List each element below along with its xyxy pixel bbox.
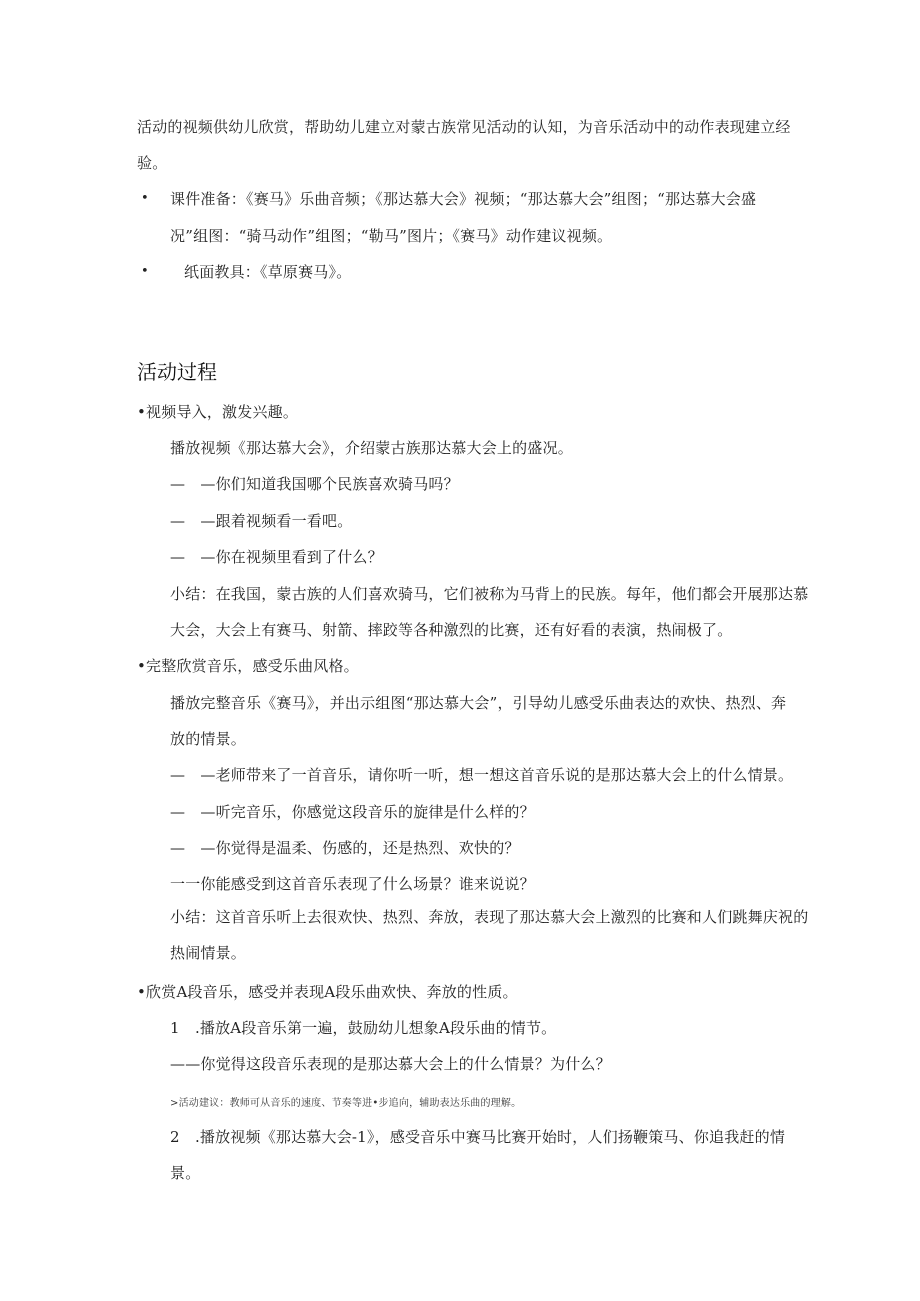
step3-substep-2-line-1: 2 .播放视频《那达慕大会-1》，感受音乐中赛马比赛开始时，人们扬鞭策马、你追我赶的情 — [170, 1128, 786, 1146]
step2-summary-line-1: 小结：这首音乐听上去很欢快、热烈、奔放，表现了那达慕大会上激烈的比赛和人们跳舞庆祝的 — [170, 908, 809, 926]
step1-summary-line-1: 小结：在我国，蒙古族的人们喜欢骑马，它们被称为马背上的民族。每年，他们都会开展那达慕 — [170, 585, 809, 603]
step1-question-2: — —跟着视频看一看吧。 — [170, 512, 353, 530]
step3-question-1: ——你觉得这段音乐表现的是那达慕大会上的什么情景？为什么？ — [170, 1055, 611, 1073]
step2-paragraph-line-1: 播放完整音乐《赛马》，并出示组图“那达慕大会”，引导幼儿感受乐曲表达的欢快、热烈、奔 — [170, 694, 787, 712]
step1-paragraph: 播放视频《那达慕大会》，介绍蒙古族那达慕大会上的盛况。 — [170, 439, 573, 457]
step2-question-1: — —老师带来了一首音乐，请你听一听，想一想这首音乐说的是那达慕大会上的什么情景。 — [170, 766, 794, 784]
intro-line-2: 验。 — [137, 154, 168, 172]
step1-question-1: — —你们知道我国哪个民族喜欢骑马吗？ — [170, 475, 459, 493]
step2-question-2: — —听完音乐，你感觉这段音乐的旋律是什么样的？ — [170, 803, 535, 821]
step1-question-3: — —你在视频里看到了什么？ — [170, 548, 383, 566]
step2-question-4: 一一你能感受到这首音乐表现了什么场景？谁来说说？ — [170, 875, 535, 893]
step2-heading: •完整欣赏音乐，感受乐曲风格。 — [137, 657, 359, 675]
bullet-icon: • — [141, 264, 149, 279]
activity-suggestion-note: >活动建议：教师可从音乐的速度、节奏等进•步追向，辅助表达乐曲的理解。 — [170, 1098, 522, 1109]
intro-line-1: 活动的视频供幼儿欣赏，帮助幼儿建立对蒙古族常见活动的认知，为音乐活动中的动作表现建立经 — [137, 118, 791, 136]
step3-substep-2-line-2: 景。 — [170, 1164, 201, 1182]
section-title: 活动过程 — [137, 360, 217, 384]
paper-teaching-aid: 纸面教具：《草原赛马》。 — [184, 263, 352, 281]
step2-question-3: — —你觉得是温柔、伤感的，还是热烈、欢快的？ — [170, 839, 520, 857]
bullet-icon: • — [141, 191, 149, 206]
step3-heading: •欣赏A段音乐，感受并表现A段乐曲欢快、奔放的性质。 — [137, 983, 518, 1001]
step3-substep-1: 1 .播放A段音乐第一遍，鼓励幼儿想象A段乐曲的情节。 — [170, 1019, 557, 1037]
step1-summary-line-2: 大会，大会上有赛马、射箭、摔跤等各种激烈的比赛，还有好看的表演，热闹极了。 — [170, 621, 733, 639]
step1-heading: •视频导入，激发兴趣。 — [137, 403, 299, 421]
step2-paragraph-line-2: 放的情景。 — [170, 730, 247, 748]
courseware-prep-line-1: 课件准备：《赛马》乐曲音频；《那达慕大会》视频；“那达慕大会”组图；“那达慕大会盛 — [170, 190, 757, 208]
courseware-prep-line-2: 况”组图：“骑马动作”组图；“勒马”图片；《赛马》动作建议视频。 — [170, 227, 613, 245]
step2-summary-line-2: 热闹情景。 — [170, 944, 247, 962]
